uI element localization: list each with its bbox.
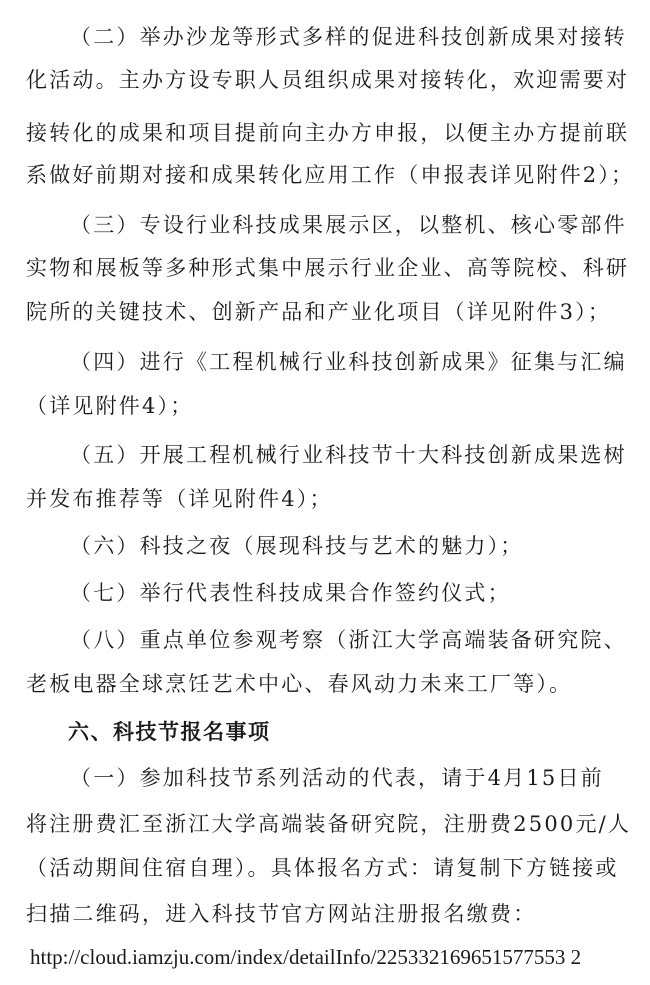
paragraph-2-line-3: 接转化的成果和项目提前向主办方申报，以便主办方提前联 bbox=[26, 121, 630, 145]
registration-link[interactable]: http://cloud.iamzju.com/index/detailInfo/225332169651577553 2 bbox=[30, 945, 582, 969]
registration-paragraph-line-2: 将注册费汇至浙江大学高端装备研究院，注册费2500元/人 bbox=[26, 812, 632, 836]
section-heading-registration: 六、科技节报名事项 bbox=[68, 720, 271, 744]
paragraph-5-line-1: （五）开展工程机械行业科技节十大科技创新成果选树 bbox=[70, 443, 627, 467]
paragraph-2-line-4: 系做好前期对接和成果转化应用工作（申报表详见附件2）； bbox=[26, 163, 635, 187]
paragraph-5-line-2: 并发布推荐等（详见附件4）； bbox=[26, 487, 333, 511]
paragraph-7-line-1: （七）举行代表性科技成果合作签约仪式； bbox=[70, 581, 511, 605]
paragraph-6-line-1: （六）科技之夜（展现科技与艺术的魅力）； bbox=[70, 534, 524, 558]
paragraph-3-line-2: 实物和展板等多种形式集中展示行业企业、高等院校、科研 bbox=[26, 256, 630, 280]
paragraph-8-line-2: 老板电器全球烹饪艺术中心、春风动力未来工厂等）。 bbox=[26, 672, 573, 696]
registration-paragraph-line-1: （一）参加科技节系列活动的代表，请于4月15日前 bbox=[70, 766, 604, 790]
paragraph-4-line-2: （详见附件4）； bbox=[26, 394, 194, 418]
paragraph-4-line-1: （四）进行《工程机械行业科技创新成果》征集与汇编 bbox=[70, 350, 627, 374]
paragraph-3-line-3: 院所的关键技术、创新产品和产业化项目（详见附件3）； bbox=[26, 300, 612, 324]
paragraph-2-line-1: （二）举办沙龙等形式多样的促进科技创新成果对接转 bbox=[70, 25, 627, 49]
registration-paragraph-line-4: 扫描二维码，进入科技节官方网站注册报名缴费： bbox=[26, 902, 537, 926]
paragraph-3-line-1: （三）专设行业科技成果展示区，以整机、核心零部件 bbox=[70, 213, 627, 237]
paragraph-2-line-2: 化活动。主办方设专职人员组织成果对接转化，欢迎需要对 bbox=[26, 68, 630, 92]
paragraph-8-line-1: （八）重点单位参观考察（浙江大学高端装备研究院、 bbox=[70, 628, 627, 652]
registration-paragraph-line-3: （活动期间住宿自理）。具体报名方式：请复制下方链接或 bbox=[26, 856, 619, 880]
